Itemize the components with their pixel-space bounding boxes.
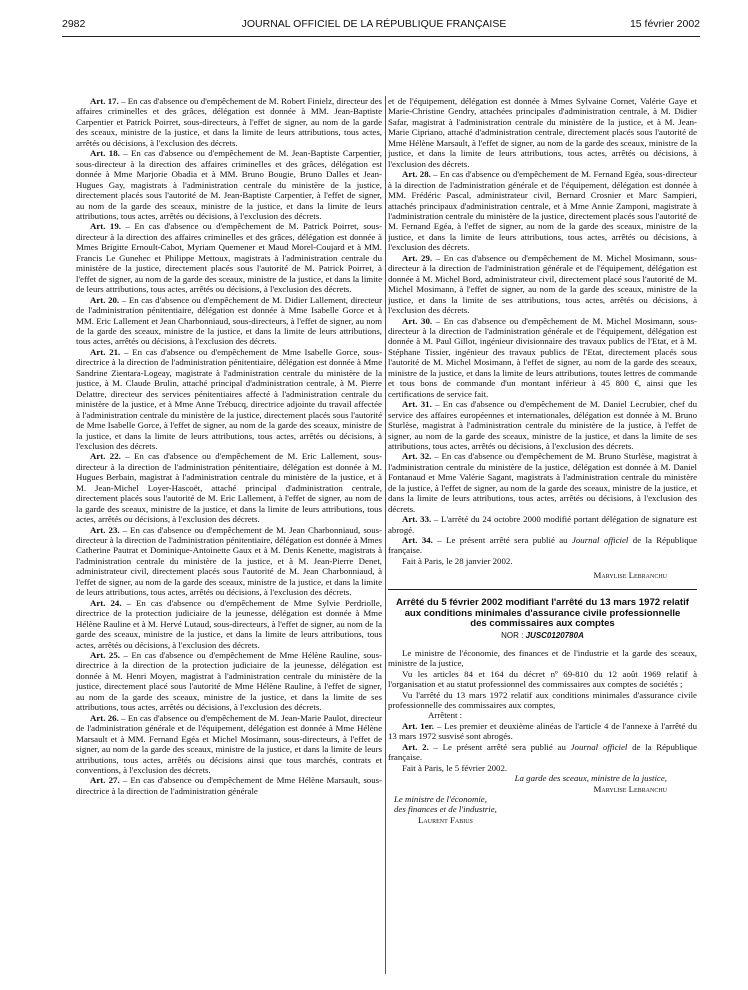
article-27-continuation: et de l'équipement, délégation est donnée à Mmes Sylvaine Cornet, Valérie Gaye et Marie-Christine Gendry, attachées principales d'administration centrale, à M. Didier Safar, magistrat à l'administration centrale du ministère de la justice, et à M. Jean-Marie Cipriano, attaché d'administration centrale, directement placés sous l'autorité de Mme Hélène Marsault, à l'effet de signer, au nom de la garde des sceaux, ministre de la justice, et dans la limite de leurs attributions, tous actes, arrêtés ou décisions, à l'exclusion des décrets. [388,96,697,169]
article-17: Art. 17. – En cas d'absence ou d'empêchement de M. Robert Finielz, directeur des affaires criminelles et des grâces, délégation est donnée à MM. Jean-Baptiste Carpentier et Patrick Poirret, sous-directeurs, à l'effet de signer, au nom de la garde des sceaux, ministre de la justice, et dans la limite de leurs attributions, tous actes, arrêtés ou décisions, à l'exclusion des décrets. [76,96,382,148]
signature: Marylise Lebranchu [593,570,667,581]
decree-article-1: Art. 1er. – Les premier et deuxième alinéas de l'article 4 de l'annexe à l'arrêté du 13 mars 1972 susvisé sont abrogés. [388,720,697,742]
preamble-2: Vu les articles 84 et 164 du décret nº 69-810 du 12 août 1969 relatif à l'organisation et au statut professionnel des commissaires aux comptes de sociétés ; [388,668,697,690]
article-27: Art. 27. – En cas d'absence ou d'empêchement de Mme Hélène Marsault, sous-directrice à la direction de l'administration générale [76,775,382,796]
ministre-name: Laurent Fabius [418,814,473,825]
article-19: Art. 19. – En cas d'absence ou d'empêchement de M. Patrick Poirret, sous-directeur à la direction des affaires criminelles et des grâces, délégation est donnée à Mmes Brigitte Ernoult-Cabot, Myriam Quemener et Maud Morel-Coujard et à MM. Francis Le Gunehec et Philippe Mettoux, magistrats à l'administration centrale du ministère de la justice, directement placés sous l'autorité de M. Patrick Poirret, à l'effet de signer, au nom de la garde des sceaux, ministre de la justice, et dans la limite de leurs attributions, tous actes, arrêtés ou décisions, à l'exclusion des décrets. [76,221,382,295]
article-30: Art. 30. – En cas d'absence ou d'empêchement de M. Michel Mosimann, sous-directeur à la direction de l'administration générale et de l'équipement, délégation est donnée à M. Paul Gillot, ingénieur divisionnaire des travaux publics de l'Etat, et à M. Stéphane Tissier, ingénieur des travaux publics de l'Etat, directement placés sous l'autorité de M. Michel Mosimann, à l'effet de signer, au nom de la garde des sceaux, ministre de la justice, et dans la limite de leurs attributions, toutes lettres de commande et tous bons de commande d'un montant inférieur à 45 800 €, ainsi que les certifications de service fait. [388,315,697,399]
ministre-title-2: des finances et de l'industrie, [394,804,497,815]
article-25: Art. 25. – En cas d'absence ou d'empêchement de Mme Hélène Rauline, sous-directrice à la direction de la protection judiciaire de la jeunesse, délégation est donnée à M. Henri Moyen, magistrat à l'administration centrale du ministère de la justice, directement placé sous l'autorité de Mme Hélène Rauline, à l'effet de signer, au nom de la garde des sceaux, ministre de la justice, et dans la limite de ses attributions, tous actes, arrêtés ou décisions, à l'exclusion des décrets. [76,650,382,713]
article-28: Art. 28. – En cas d'absence ou d'empêchement de M. Fernand Egéa, sous-directeur à la direction de l'administration générale et de l'équipement, délégation est donnée à MM. Frédéric Pascal, administrateur civil, Bernard Crosnier et Marc Sampieri, attachés principaux d'administration centrale, et à Mme Annie Zamponi, magistrate à l'administration centrale du ministère de la justice, directement placés sous l'autorité de M. Fernand Egéa, à l'effet de signer, au nom de la garde des sceaux, ministre de la justice, et dans la limite de leurs attributions, tous actes, arrêtés ou décisions, à l'exclusion des décrets. [388,169,697,253]
article-20: Art. 20. – En cas d'absence ou d'empêchement de M. Didier Lallement, directeur de l'administration pénitentiaire, délégation est donnée à Mme Isabelle Gorce et à MM. Eric Lallement et Jean Charbonniaud, sous-directeurs, à l'effet de signer, au nom de la garde des sceaux, ministre de la justice, et dans la limite de leurs attributions, tous actes, arrêtés ou décisions, à l'exclusion des décrets. [76,294,382,347]
header-rule [62,36,700,37]
article-21: Art. 21. – En cas d'absence ou d'empêchement de Mme Isabelle Gorce, sous-directrice à la direction de l'administration pénitentiaire, délégation est donnée à Mme Sandrine Zientara-Logeay, magistrate à l'administration centrale du ministère de la justice, à M. Claude Brulin, attaché principal d'administration centrale, à M. Pierre Delattre, directeur des services pénitentiaires affecté à l'administration centrale du ministère de la justice, et à Mme Anne Trébucq, directrice adjointe du travail affectée à l'administration centrale du ministère de la justice, directement placés sous l'autorité de Mme Isabelle Gorce, à l'effet de signer, au nom de la garde des sceaux, ministre de la justice, et dans la limite de leurs attributions, tous actes, arrêtés ou décisions, à l'exclusion des décrets. [76,346,382,451]
article-24: Art. 24. – En cas d'absence ou d'empêchement de Mme Sylvie Perdriolle, directrice de la protection judiciaire de la jeunesse, délégation est donnée à Mme Hélène Rauline et à M. Hervé Lutaud, sous-directeurs, à l'effet de signer, au nom de la garde des sceaux, ministre de la justice, et dans la limite de leurs attributions, tous actes, arrêtés ou décisions, à l'exclusion des décrets. [76,597,382,650]
decree-article-2: Art. 2. – Le présent arrêté sera publié au Journal officiel de la République française. [388,741,697,763]
article-34: Art. 34. – Le présent arrêté sera publié au Journal officiel de la République française. [388,535,697,556]
article-26: Art. 26. – En cas d'absence ou d'empêchement de M. Jean-Marie Paulot, directeur de l'administration générale et de l'équipement, délégation est donnée à Mme Hélène Marsault et à MM. Fernand Egéa et Michel Mosimann, sous-directeurs, à l'effet de signer, au nom de la garde des sceaux, ministre de la justice, et dans la limite de leurs attributions, tous actes, arrêtés ou décisions ainsi que tous marchés, contrats et conventions, à l'exclusion des décrets. [76,712,382,775]
page-number: 2982 [62,18,86,30]
ministre-title-1: Le ministre de l'économie, [394,794,487,805]
section-separator [388,589,697,590]
nor-reference: NOR : JUSC0120780A [501,631,584,641]
decree-title: Arrêté du 5 février 2002 modifiant l'arrêté du 13 mars 1972 relatif aux conditions minimales d'assurance civile professionnelle des commissaires aux comptes [396,596,689,630]
left-column [76,96,382,976]
preamble-1: Le ministre de l'économie, des finances et de l'industrie et la garde des sceaux, ministre de la justice, [388,647,697,669]
arretent: Arrêtent : [428,710,463,721]
article-32: Art. 32. – En cas d'absence ou d'empêchement de M. Bruno Sturlèse, magistrat à l'administration centrale du ministère de la justice, délégation est donnée à M. Daniel Fontanaud et Mme Valérie Sagant, magistrats à l'administration centrale du ministère de la justice, à l'effet de signer, au nom de la garde des sceaux, ministre de la justice, et dans la limite de leurs attributions, tous actes, arrêtés ou décisions, à l'exclusion des décrets. [388,451,697,514]
right-column [388,96,697,976]
article-18: Art. 18. – En cas d'absence ou d'empêchement de M. Jean-Baptiste Carpentier, sous-directeur à la direction des affaires criminelles et des grâces, délégation est donnée à Mme Marjorie Obadia et à MM. Bruno Bougie, Bruno Dalles et Jean-Hugues Gay, magistrats à l'administration centrale du ministère de la justice, directement placés sous l'autorité de M. Jean-Baptiste Carpentier, à l'effet de signer, au nom de la garde des sceaux, ministre de la justice, et dans la limite de leurs attributions, tous actes, arrêtés ou décisions, à l'exclusion des décrets. [76,148,382,221]
garde-des-sceaux-title: La garde des sceaux, ministre de la justice, [514,773,667,784]
garde-des-sceaux-name: Marylise Lebranchu [593,783,667,794]
preamble-3: Vu l'arrêté du 13 mars 1972 relatif aux conditions minimales d'assurance civile professionnelle des commissaires aux comptes, [388,689,697,710]
article-33: Art. 33. – L'arrêté du 24 octobre 2000 modifié portant délégation de signature est abrogé. [388,514,697,535]
fait-a-paris-2: Fait à Paris, le 5 février 2002. [402,762,508,773]
page-header [0,18,748,34]
article-31: Art. 31. – En cas d'absence ou d'empêchement de M. Daniel Lecrubier, chef du service des affaires européennes et internationales, délégation est donnée à M. Bruno Sturlèse, magistrat à l'administration centrale du ministère de la justice, à l'effet de signer, au nom de la garde des sceaux, ministre de la justice, et dans la limite de ses attributions, tous actes, arrêtés ou décisions, à l'exclusion des décrets. [388,399,697,451]
article-23: Art. 23. – En cas d'absence ou d'empêchement de M. Jean Charbonniaud, sous-directeur à la direction de l'administration pénitentiaire, délégation est donnée à Mmes Catherine Pautrat et Dominique-Antoinette Gaux et à M. Denis Kenette, magistrats à l'administration centrale du ministère de la justice, et à M. Jean-Pierre Denet, administrateur civil, directement placés sous l'autorité de M. Jean Charbonniaud, à l'effet de signer, au nom de la garde des sceaux, ministre de la justice, et dans la limite de leurs attributions, tous actes, arrêtés ou décisions, à l'exclusion des décrets. [76,524,382,598]
article-22: Art. 22. – En cas d'absence ou d'empêchement de M. Eric Lallement, sous-directeur à la direction de l'administration pénitentiaire, délégation est donnée à M. Hugues Berbain, magistrat à l'administration centrale du ministère de la justice, et à M. Jean-Michel Loyer-Hascoët, attaché principal d'administration centrale, directement placés sous l'autorité de M. Eric Lallement, à l'effet de signer, au nom de la garde des sceaux, ministre de la justice, et dans la limite de leurs attributions, tous actes, arrêtés ou décisions, à l'exclusion des décrets. [76,451,382,525]
journal-title: JOURNAL OFFICIEL DE LA RÉPUBLIQUE FRANÇAISE [241,18,507,30]
issue-date: 15 février 2002 [629,18,700,30]
article-29: Art. 29. – En cas d'absence ou d'empêchement de M. Michel Mosimann, sous-directeur à la direction de l'administration générale et de l'équipement, délégation est donnée à M. Michel Bord, administrateur civil, directement placé sous l'autorité de M. Michel Mosimann, à l'effet de signer, au nom de la garde des sceaux, ministre de la justice, et dans la limite de ses attributions, tous actes, arrêtés ou décisions, à l'exclusion des décrets. [388,252,697,316]
column-divider [385,96,386,974]
fait-a-paris: Fait à Paris, le 28 janvier 2002. [402,555,513,566]
